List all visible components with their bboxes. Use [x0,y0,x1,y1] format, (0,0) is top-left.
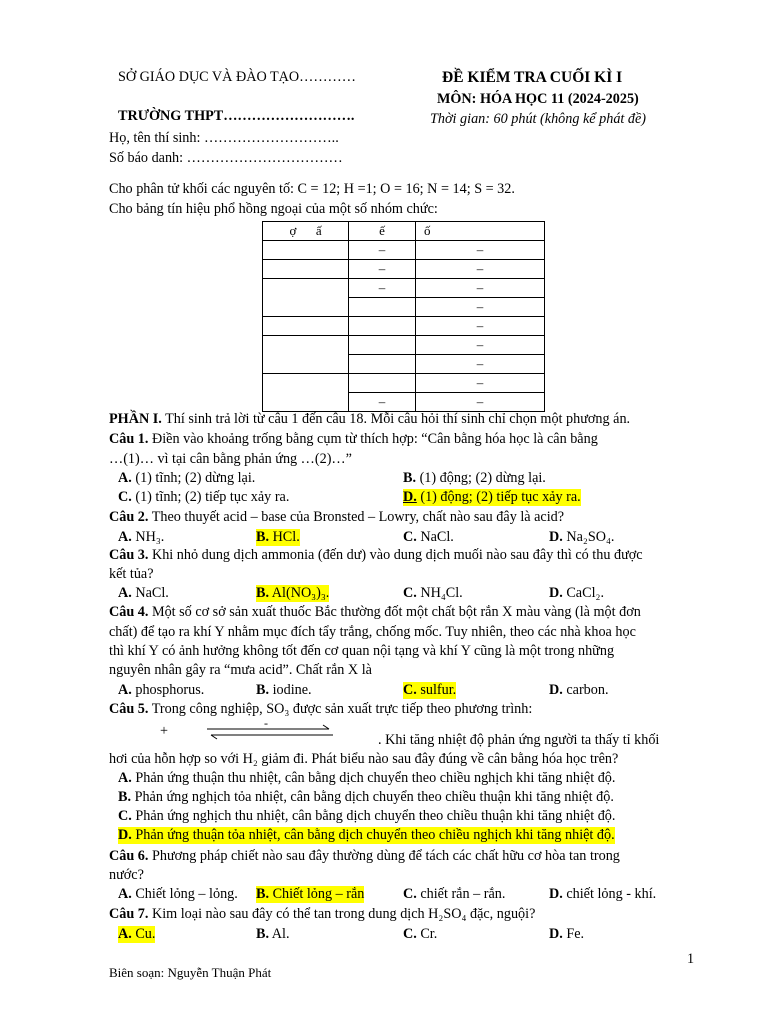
ir-table-row [263,336,545,355]
q2-option-c[interactable] [403,529,454,546]
ir-table-row [263,374,545,393]
ir-cell: – [416,279,545,298]
option-text: Fe. [566,926,585,942]
question-1-stem-cont: …(1)… vì tại cân bằng phản ứng …(2)…” [109,451,352,467]
option-label: A. [118,585,132,601]
option-text: Phản ứng thuận tỏa nhiệt, cân bằng dịch chuyển theo chiều nghịch khi tăng nhiệt độ. [135,827,615,843]
author-credit: Biên soạn: Nguyễn Thuận Phát [109,965,272,980]
ir-cell [263,260,349,279]
question-4-stem-cont: chất) để tạo ra khí Y nhằm mục đích tẩy trắng, chống mốc. Tuy nhiên, theo các nhà khoa học [109,624,636,640]
option-text: Phản ứng nghịch tỏa nhiệt, cân bằng dịch chuyển theo chiều thuận khi tăng nhiệt độ. [134,789,614,805]
ir-cell: – [416,298,545,317]
q4-option-a[interactable] [118,682,204,699]
option-label: D. [403,489,417,505]
question-4-stem [109,604,641,621]
ir-cell [349,317,416,336]
option-text: Na₂SO₄. [566,529,615,545]
question-text: Theo thuyết acid – base của Bronsted – Lowry, chất nào sau đây là acid? [148,509,565,525]
question-7-stem [109,906,535,923]
option-text: (1) tĩnh; (2) tiếp tục xảy ra. [135,489,290,505]
ir-cell: – [349,279,416,298]
question-5-stem-cont: . Khi tăng nhiệt độ phản ứng người ta thấy tỉ khối [378,732,660,748]
option-text: iodine. [272,682,312,698]
ir-cell [349,355,416,374]
option-label: B. [256,886,270,902]
option-label: A. [118,682,132,698]
ir-cell [263,317,349,336]
question-label: Câu 7. [109,906,149,922]
equation-minus: - [264,716,268,730]
ir-header-text-1: ợ [289,223,297,238]
ir-table-row [263,241,545,260]
q3-option-c[interactable] [403,585,463,602]
option-label: A. [118,770,132,786]
q1-option-a[interactable] [118,470,255,487]
exam-time: Thời gian: 60 phút (không kể phát đề) [430,111,647,127]
ir-cell [349,298,416,317]
q1-option-b[interactable] [403,470,546,487]
option-text: Chiết lỏng – rắn [272,886,365,902]
q2-option-d[interactable] [549,529,614,546]
option-label: B. [256,529,270,545]
ir-table-caption: Cho bảng tín hiệu phổ hồng ngoại của một số nhóm chức: [109,201,438,217]
q6-option-d[interactable] [549,886,656,903]
q7-option-d[interactable] [549,926,584,943]
option-text: (1) động; (2) dừng lại. [419,470,546,486]
option-label: C. [403,529,417,545]
ir-header-wavenumber [416,222,545,241]
option-label: B. [256,926,270,942]
q6-option-a[interactable] [118,886,238,903]
option-text: CaCl₂. [566,585,605,601]
option-text: Cr. [420,926,438,942]
ir-cell [263,374,349,412]
option-label: B. [118,789,132,805]
question-6-stem-cont: nước? [109,867,144,883]
option-label: B. [256,585,270,601]
question-text: Điền vào khoảng trống bằng cụm từ thích hợp: “Cân bằng hóa học là cân bằng [148,431,598,447]
option-label: A. [118,886,132,902]
question-1-stem [109,431,598,448]
option-text: chiết lỏng - khí. [566,886,657,902]
question-2-stem [109,509,564,526]
exam-title: ĐỀ KIỂM TRA CUỐI KÌ I [442,69,623,86]
option-text: chiết rắn – rắn. [420,886,506,902]
question-label: Câu 1. [109,431,149,447]
option-text: HCl. [272,529,300,545]
ir-cell: – [416,393,545,412]
question-label: Câu 3. [109,547,149,563]
question-label: Câu 2. [109,509,149,525]
question-text: Phương pháp chiết nào sau đây thường dùng để tách các chất hữu cơ hòa tan trong [148,848,620,864]
ir-header-text-4: ố [424,223,431,238]
q5-option-c[interactable] [118,808,615,825]
ir-cell: – [349,241,416,260]
question-label: Câu 4. [109,604,149,620]
part1-title: PHẦN I. [109,411,162,427]
option-label: A. [118,470,132,486]
question-4-stem-cont: nguyên nhân gây ra “mưa acid”. Chất rắn X là [109,662,372,678]
question-3-stem [109,547,643,564]
option-text: (1) tĩnh; (2) dừng lại. [135,470,256,486]
ir-cell: – [416,355,545,374]
equation-plus: + [160,723,169,739]
question-text: Kim loại nào sau đây có thể tan trong dung dịch H₂SO₄ đặc, nguội? [148,906,536,922]
option-label: D. [549,529,563,545]
option-label: D. [549,926,563,942]
option-text: sulfur. [420,682,457,698]
ir-table-row [263,260,545,279]
q4-option-b[interactable] [256,682,312,699]
ir-cell [349,336,416,355]
school-name: TRƯỜNG THPT………………………. [118,108,355,124]
ir-cell: – [349,260,416,279]
student-name-line: Họ, tên thí sinh: ……………………….. [109,130,339,146]
q7-option-c[interactable] [403,926,437,943]
option-label: A. [118,529,132,545]
q3-option-d[interactable] [549,585,604,602]
q3-option-b-answer[interactable] [256,585,329,602]
ir-cell: – [416,260,545,279]
question-3-stem-cont: kết tủa? [109,566,154,582]
option-text: Al. [271,926,290,942]
ir-cell: – [349,393,416,412]
ir-cell [349,374,416,393]
q4-option-c-answer[interactable] [403,682,456,699]
option-label: B. [256,682,270,698]
option-text: Cu. [135,926,156,942]
ir-table-row [263,317,545,336]
page-number: 1 [687,951,695,967]
option-label: C. [118,489,132,505]
option-text: Phản ứng nghịch thu nhiệt, cân bằng dịch chuyển theo chiều thuận khi tăng nhiệt độ. [135,808,616,824]
question-5-stem [109,701,532,718]
option-text: NaCl. [420,529,454,545]
option-label: C. [403,886,417,902]
question-5-stem-cont: hơi của hỗn hợp so với H₂ giảm đi. Phát biểu nào sau đây đúng về cân bằng hóa học trên? [109,751,619,767]
question-label: Câu 5. [109,701,149,717]
q4-option-d[interactable] [549,682,609,699]
student-id-line: Số báo danh: …………………………… [109,150,343,166]
ir-header-bond [263,222,349,241]
option-label: D. [549,585,563,601]
ir-header-text-3: ế [379,223,385,238]
option-text: carbon. [566,682,609,698]
question-text: Khi nhỏ dung dịch ammonia (đến dư) vào dung dịch muối nào sau đây thì có thu được [148,547,643,563]
ir-cell [263,336,349,374]
option-label: D. [118,827,132,843]
option-text: Chiết lỏng – lỏng. [135,886,238,902]
q5-option-b[interactable] [118,789,614,806]
q6-option-b-answer[interactable] [256,886,364,903]
question-text: Trong công nghiệp, SO₃ được sản xuất trực tiếp theo phương trình: [148,701,533,717]
option-label: C. [118,808,132,824]
option-text: Phản ứng thuận thu nhiệt, cân bằng dịch chuyển theo chiều nghịch khi tăng nhiệt độ. [135,770,616,786]
option-text: (1) động; (2) tiếp tục xảy ra. [420,489,581,505]
option-label: C. [403,682,417,698]
question-text: Một số cơ sở sản xuất thuốc Bắc thường đốt một chất bột rắn X màu vàng (là một đơn [148,604,641,620]
ir-signal-table [262,221,545,412]
option-text: phosphorus. [135,682,205,698]
ir-cell: – [416,241,545,260]
q2-option-a[interactable] [118,529,164,546]
question-label: Câu 6. [109,848,149,864]
q7-option-a-answer[interactable] [118,926,155,943]
q6-option-c[interactable] [403,886,505,903]
equilibrium-arrow-icon [205,720,335,744]
option-label: D. [549,682,563,698]
option-label: D. [549,886,563,902]
department-name: SỞ GIÁO DỤC VÀ ĐÀO TẠO………… [118,69,356,85]
option-label: B. [403,470,417,486]
part1-text: Thí sinh trả lời từ câu 1 đến câu 18. Mỗi câu hỏi thí sinh chỉ chọn một phương án. [161,411,631,427]
ir-table-row [263,279,545,298]
ir-header-text-2: ấ [315,223,322,238]
ir-cell: – [416,374,545,393]
q1-option-d-answer[interactable] [403,489,581,506]
ir-cell: – [416,336,545,355]
option-label: A. [118,926,132,942]
q5-option-d-answer[interactable] [118,827,615,844]
option-text: NH₄Cl. [420,585,463,601]
ir-cell [263,241,349,260]
q5-option-a[interactable] [118,770,615,787]
q7-option-b[interactable] [256,926,290,943]
ir-table-header-row [263,222,545,241]
ir-cell: – [416,317,545,336]
option-label: C. [403,926,417,942]
ir-cell [263,279,349,317]
question-4-stem-cont: thì khí Y có ảnh hưởng không tốt đến cơ quan nội tạng và khí Y cũng là một trong những [109,643,615,659]
option-text: NH₃. [135,529,165,545]
subject-title: MÔN: HÓA HỌC 11 (2024-2025) [437,91,639,107]
q2-option-b-answer[interactable] [256,529,300,546]
ir-header-group [349,222,416,241]
q1-option-c[interactable] [118,489,289,506]
option-text: NaCl. [135,585,169,601]
part1-instructions [109,411,630,428]
q3-option-a[interactable] [118,585,169,602]
atomic-mass-note: Cho phân tử khối các nguyên tố: C = 12; H =1; O = 16; N = 14; S = 32. [109,181,515,197]
option-text: Al(NO₃)₃. [271,585,330,601]
question-6-stem [109,848,620,865]
option-label: C. [403,585,417,601]
